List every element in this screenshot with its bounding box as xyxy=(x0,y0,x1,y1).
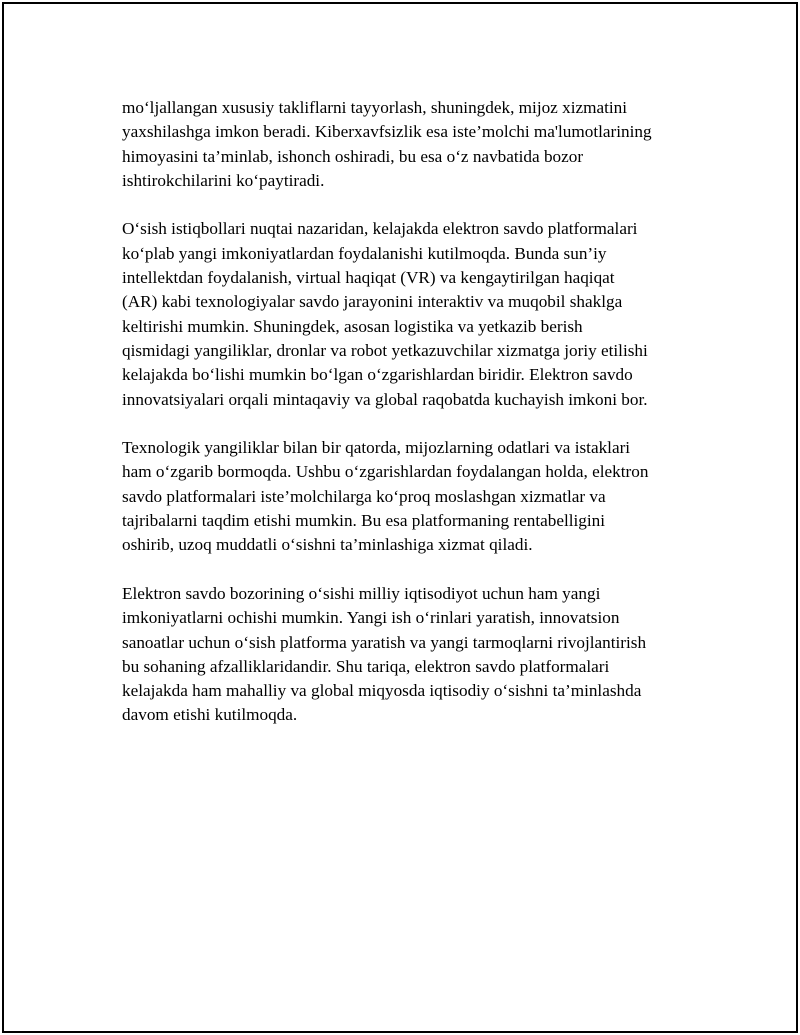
text-line: ham o‘zgarib bormoqda. Ushbu o‘zgarishlardan foydalangan holda, elektron xyxy=(122,462,649,482)
text-line: intellektdan foydalanish, virtual haqiqat (VR) va kengaytirilgan haqiqat xyxy=(122,268,615,288)
text-line: innovatsiyalari orqali mintaqaviy va global raqobatda kuchayish imkoni bor. xyxy=(122,389,648,409)
text-line: imkoniyatlarni ochishi mumkin. Yangi ish o‘rinlari yaratish, innovatsion xyxy=(122,608,620,628)
text-line: keltirishi mumkin. Shuningdek, asosan logistika va yetkazib berish xyxy=(122,316,583,336)
text-line: mo‘ljallangan xususiy takliflarni tayyorlash, shuningdek, mijoz xizmatini xyxy=(122,98,628,117)
text-line: savdo platformalari iste’molchilarga ko‘proq moslashgan xizmatlar va xyxy=(122,486,606,506)
paragraph-2 xyxy=(122,217,692,411)
text-line: yaxshilashga imkon beradi. Kiberxavfsizlik esa iste’molchi ma'lumotlarining xyxy=(122,122,652,142)
text-line: kelajakda bo‘lishi mumkin bo‘lgan o‘zgarishlardan biridir. Elektron savdo xyxy=(122,365,633,385)
text-line: kelajakda ham mahalliy va global miqyosda iqtisodiy o‘sishni ta’minlashda xyxy=(122,681,642,701)
text-line: Elektron savdo bozorining o‘sishi milliy iqtisodiyot uchun ham yangi xyxy=(122,583,601,603)
document-page xyxy=(2,2,798,1033)
text-line: oshirib, uzoq muddatli o‘sishni ta’minlashiga xizmat qiladi. xyxy=(122,535,533,555)
text-line: Texnologik yangiliklar bilan bir qatorda, mijozlarning odatlari va istaklari xyxy=(122,438,631,458)
paragraph-1 xyxy=(122,96,692,193)
text-line: bu sohaning afzalliklaridandir. Shu tariqa, elektron savdo platformalari xyxy=(122,656,610,676)
text-line: ko‘plab yangi imkoniyatlardan foydalanishi kutilmoqda. Bunda sun’iy xyxy=(122,243,607,263)
text-line: ishtirokchilarini ko‘paytiradi. xyxy=(122,170,325,190)
text-line: O‘sish istiqbollari nuqtai nazaridan, kelajakda elektron savdo platformalari xyxy=(122,219,638,239)
paragraph-3 xyxy=(122,436,692,557)
paragraph-4 xyxy=(122,582,692,728)
text-line: tajribalarni taqdim etishi mumkin. Bu esa platformaning rentabelligini xyxy=(122,511,606,531)
text-line: sanoatlar uchun o‘sish platforma yaratish va yangi tarmoqlarni rivojlantirish xyxy=(122,632,647,652)
text-line: davom etishi kutilmoqda. xyxy=(122,705,298,725)
text-line: qismidagi yangiliklar, dronlar va robot yetkazuvchilar xizmatga joriy etilishi xyxy=(122,340,648,360)
text-line: himoyasini ta’minlab, ishonch oshiradi, bu esa o‘z navbatida bozor xyxy=(122,146,584,166)
document-body xyxy=(122,96,692,752)
text-line: (AR) kabi texnologiyalar savdo jarayonini interaktiv va muqobil shaklga xyxy=(122,292,623,312)
